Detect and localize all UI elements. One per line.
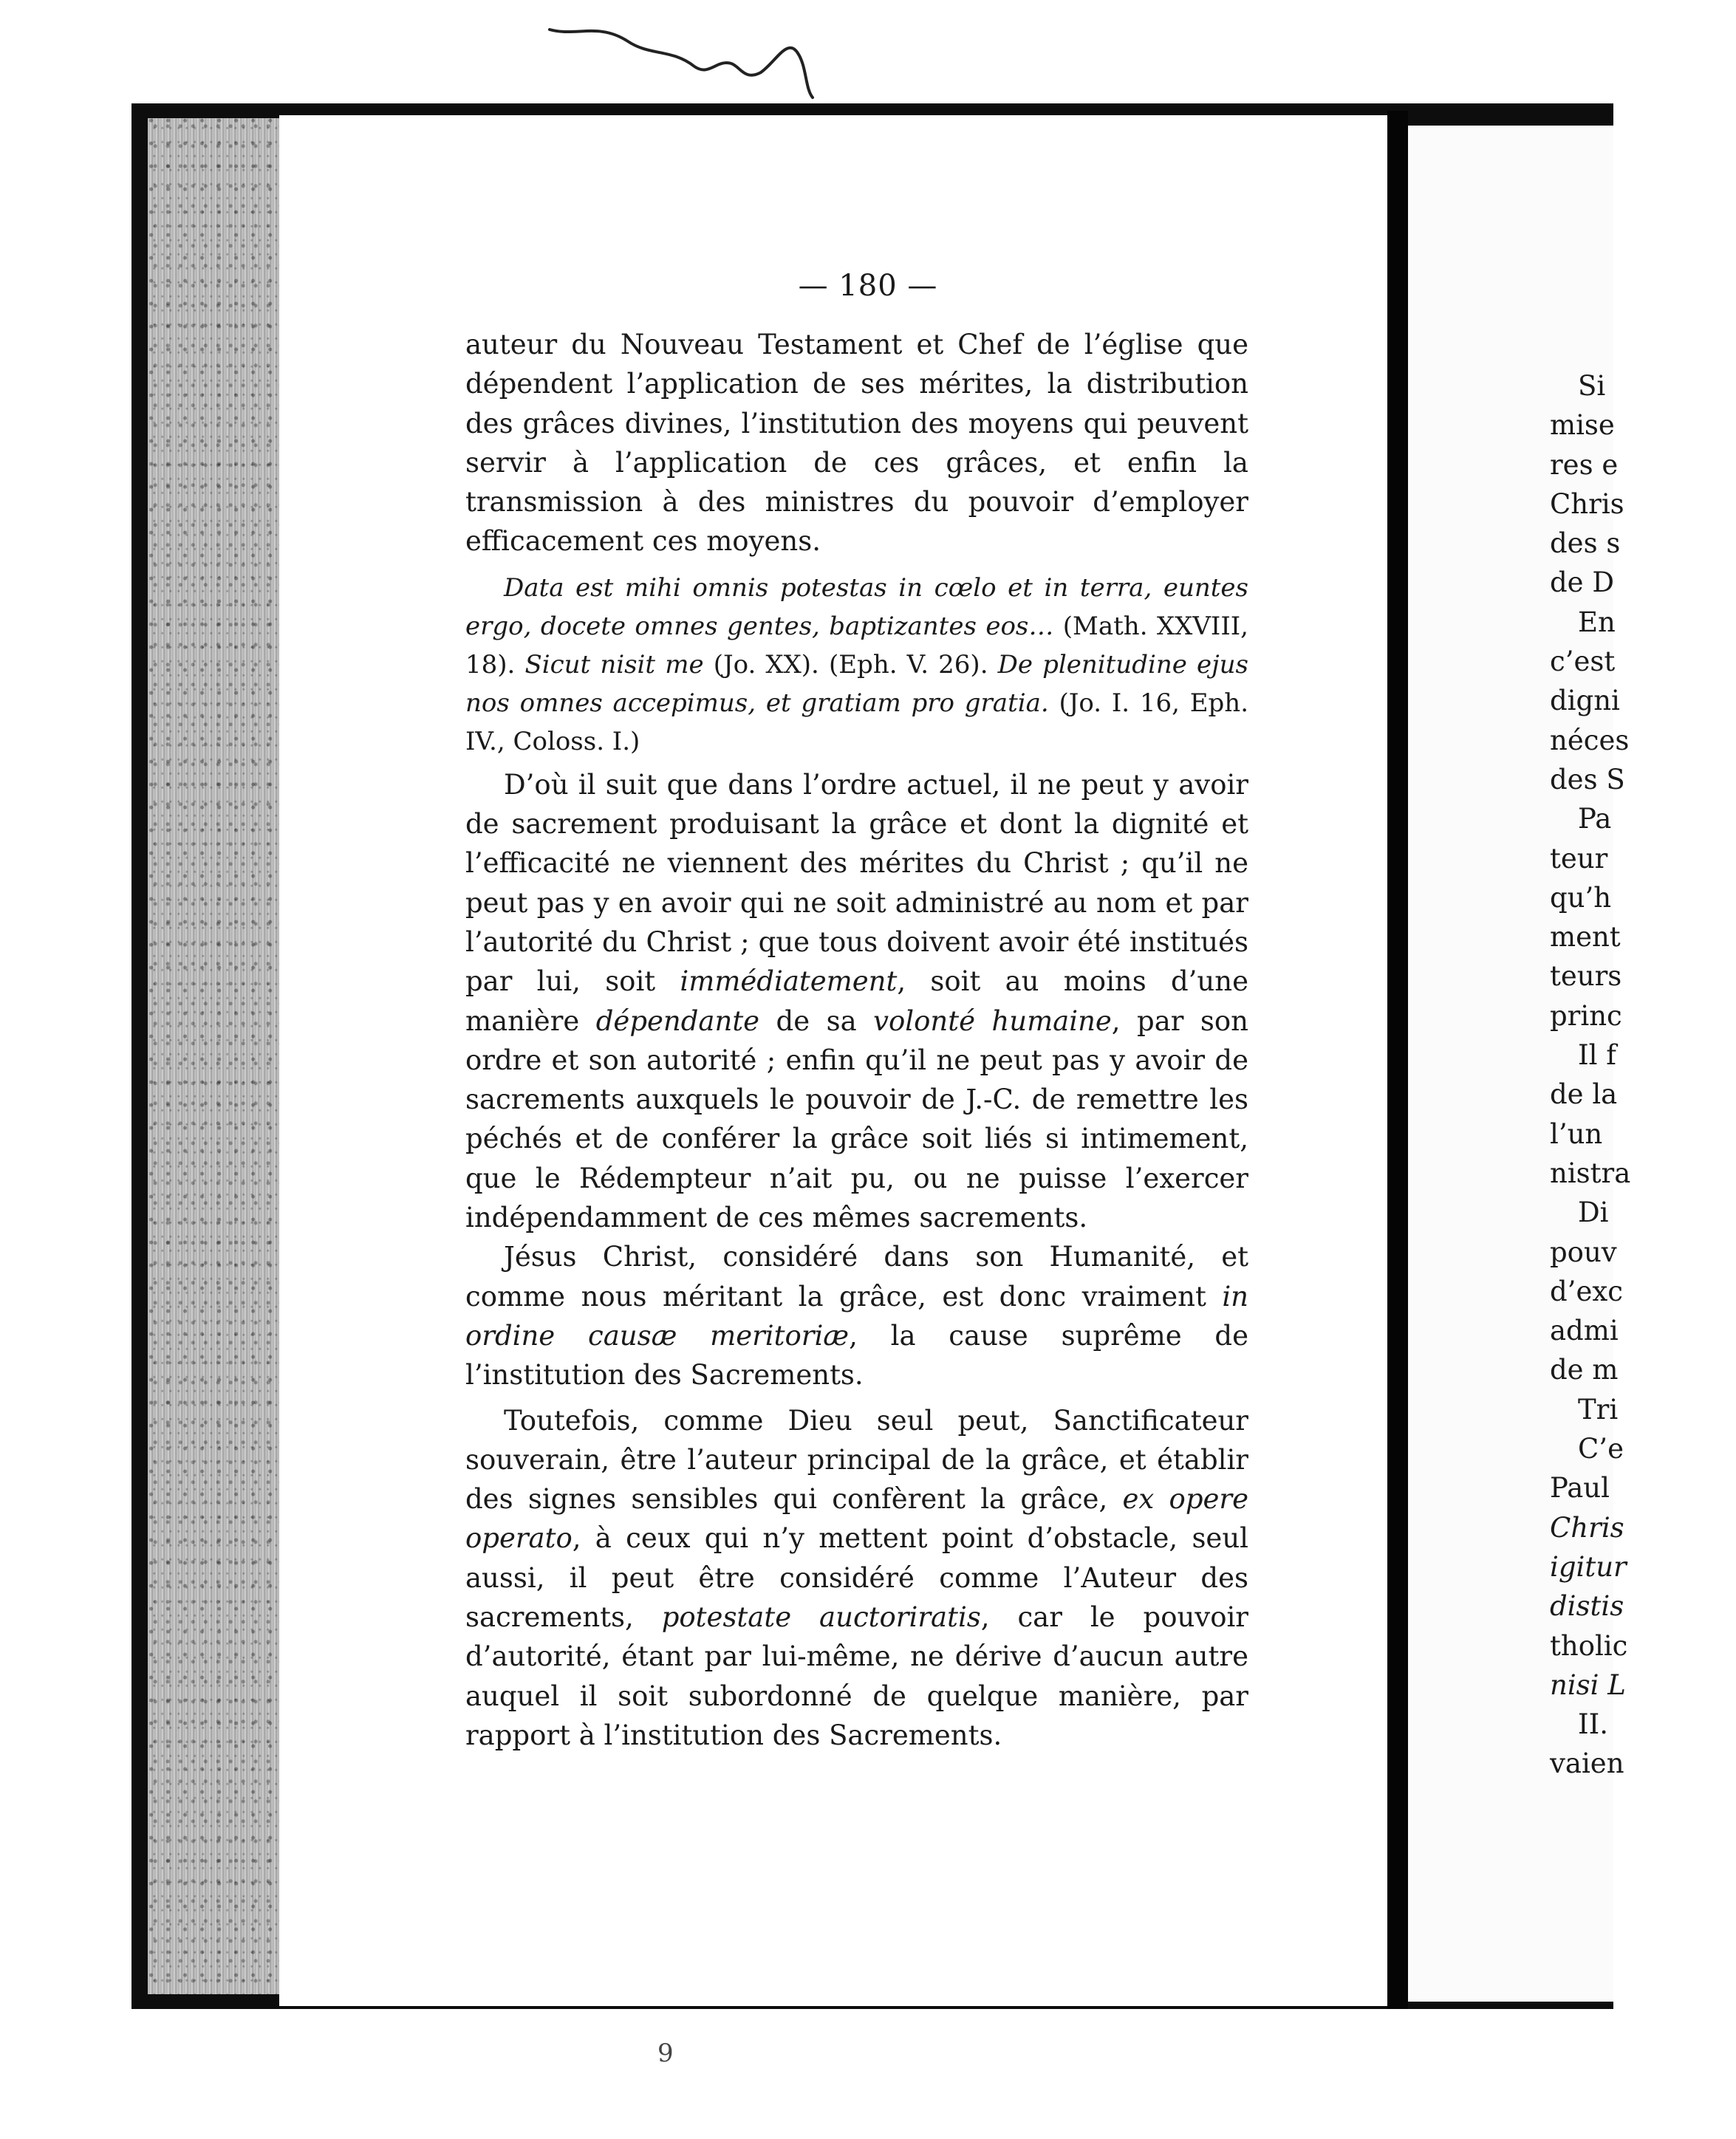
- right-line: Tri: [1578, 1393, 1619, 1426]
- right-line: de m: [1550, 1354, 1619, 1386]
- paragraph-4-text-e: , car le pouvoir d’autorité, étant par lui-même, ne dérive d’aucun autre auquel il soit subordonné de quelque manière, par rapport à l’institution des Sacrements.: [465, 1601, 1248, 1751]
- right-line: teur: [1550, 842, 1608, 875]
- paragraph-1: auteur du Nouveau Testament et Chef de l’église que dépendent l’application de ses mérites, la distribution des grâces divines, l’institution des moyens qui peuvent servir à l’application de ces grâces, et enfin la transmission à des ministres du pouvoir d’employer efficacement ces moyens.: [465, 329, 1248, 558]
- book-page-edges: [148, 118, 281, 1994]
- right-line: igitur: [1550, 1550, 1627, 1583]
- right-line: Pa: [1578, 803, 1612, 835]
- right-line: Chris: [1550, 1511, 1624, 1544]
- right-line: Paul: [1550, 1472, 1610, 1505]
- right-line: qu’h: [1550, 881, 1612, 914]
- paragraph-4-italic-b: ex opere operato: [465, 1483, 1248, 1555]
- right-line: des S: [1550, 763, 1625, 795]
- bottom-scan-mark: 9: [657, 2039, 674, 2068]
- right-line: c’est: [1550, 646, 1616, 678]
- right-line: distis: [1550, 1590, 1624, 1623]
- right-line: Di: [1578, 1197, 1609, 1229]
- paragraph-2: [465, 765, 1248, 1238]
- paragraph-4-text-c: , à ceux qui n’y mettent point d’obstacle, seul aussi, il peut être considéré comme l’Auteur des sacrements,: [465, 1522, 1248, 1634]
- right-line: de D: [1550, 567, 1615, 599]
- right-line: En: [1578, 606, 1616, 638]
- paragraph-3-text-a: Jésus Christ, considéré dans son Humanité, et comme nous méritant la grâce, est donc vraiment: [465, 1241, 1248, 1313]
- right-line: mise: [1550, 409, 1615, 442]
- right-line: admi: [1550, 1315, 1619, 1347]
- right-line: vaien: [1550, 1748, 1624, 1780]
- right-line: des s: [1550, 527, 1621, 560]
- right-line: d’exc: [1550, 1275, 1623, 1307]
- paragraph-3-italic-b: in ordine causæ meritoriæ: [465, 1280, 1248, 1352]
- right-line: digni: [1550, 685, 1620, 717]
- right-line: teurs: [1550, 960, 1622, 993]
- right-line: res e: [1550, 448, 1619, 481]
- quote-part-1: Data est mihi omnis potestas in cœlo et in terra, euntes ergo, docete omnes gentes, baptizantes eos…: [465, 572, 1248, 641]
- latin-quote: [465, 569, 1248, 761]
- paragraph-3: [465, 1237, 1248, 1394]
- right-line: l’un: [1550, 1118, 1603, 1150]
- right-line: Chris: [1550, 487, 1624, 520]
- quote-part-2: Sicut nisit me: [524, 649, 704, 680]
- paragraph-4-italic-d: potestate auctoriratis: [661, 1601, 981, 1634]
- right-line: princ: [1550, 999, 1622, 1032]
- quote-part-3: De plenitudine ejus nos omnes accepimus, et gratiam pro gratia.: [465, 649, 1248, 718]
- paragraph-4-text-a: Toutefois, comme Dieu seul peut, Sanctificateur souverain, être l’auteur principal de la grâce, et établir des signes sensibles qui confèrent la grâce,: [465, 1404, 1248, 1516]
- right-line: pouv: [1550, 1236, 1617, 1268]
- paragraph-2-text-c: , soit au moins d’une manière: [465, 965, 1248, 1037]
- paragraph-2-text-a: D’où il suit que dans l’ordre actuel, il ne peut y avoir de sacrement produisant la grâce et dont la dignité et l’efficacité ne viennent des mérites du Christ ; qu’il ne peut pas y en avoir qui ne soit administré au nom et par l’autorité du Christ ; que tous doivent avoir été institués par lui, soit: [465, 768, 1248, 998]
- quote-ref-1: (Math. XXVIII, 18).: [465, 611, 1248, 680]
- page-text: [465, 325, 1248, 1755]
- right-line: néces: [1550, 724, 1630, 756]
- quote-ref-3: (Jo. I. 16, Eph. IV., Coloss. I.): [465, 688, 1249, 756]
- right-line: tholic: [1550, 1629, 1628, 1662]
- paragraph-2-italic-b: immédiatement: [680, 965, 898, 998]
- paragraph-2-italic-d: dépendante: [595, 1005, 760, 1037]
- right-line: C’e: [1578, 1433, 1624, 1465]
- paragraph-3-text-c: , la cause suprême de l’institution des Sacrements.: [465, 1319, 1248, 1392]
- paragraph-2-text-g: , par son ordre et son autorité ; enfin qu’il ne peut pas y avoir de sacrements auxquels le pouvoir de J.-C. de remettre les péchés et de conférer la grâce soit liés si intimement, que le Rédempteur n’ait pu, ou ne puisse l’exercer indépendamment de ces mêmes sacrements.: [465, 1005, 1248, 1234]
- book-gutter: [1387, 111, 1408, 2009]
- right-page-text-fragments: [1550, 366, 1630, 1784]
- right-line: nistra: [1550, 1157, 1631, 1189]
- paragraph-2-italic-f: volonté humaine: [873, 1005, 1112, 1037]
- right-line: II.: [1578, 1708, 1608, 1741]
- right-line: ment: [1550, 921, 1621, 954]
- page-number: — 180 —: [798, 269, 938, 303]
- paragraph-4: [465, 1401, 1248, 1756]
- paragraph-2-text-e: de sa: [759, 1005, 874, 1037]
- right-line: Si: [1578, 370, 1606, 402]
- handwritten-scan-mark: [547, 15, 827, 103]
- right-line: de la: [1550, 1078, 1618, 1111]
- quote-ref-2: (Jo. XX). (Eph. V. 26).: [703, 649, 998, 680]
- right-line: Il f: [1578, 1039, 1616, 1072]
- right-line: nisi L: [1550, 1669, 1626, 1701]
